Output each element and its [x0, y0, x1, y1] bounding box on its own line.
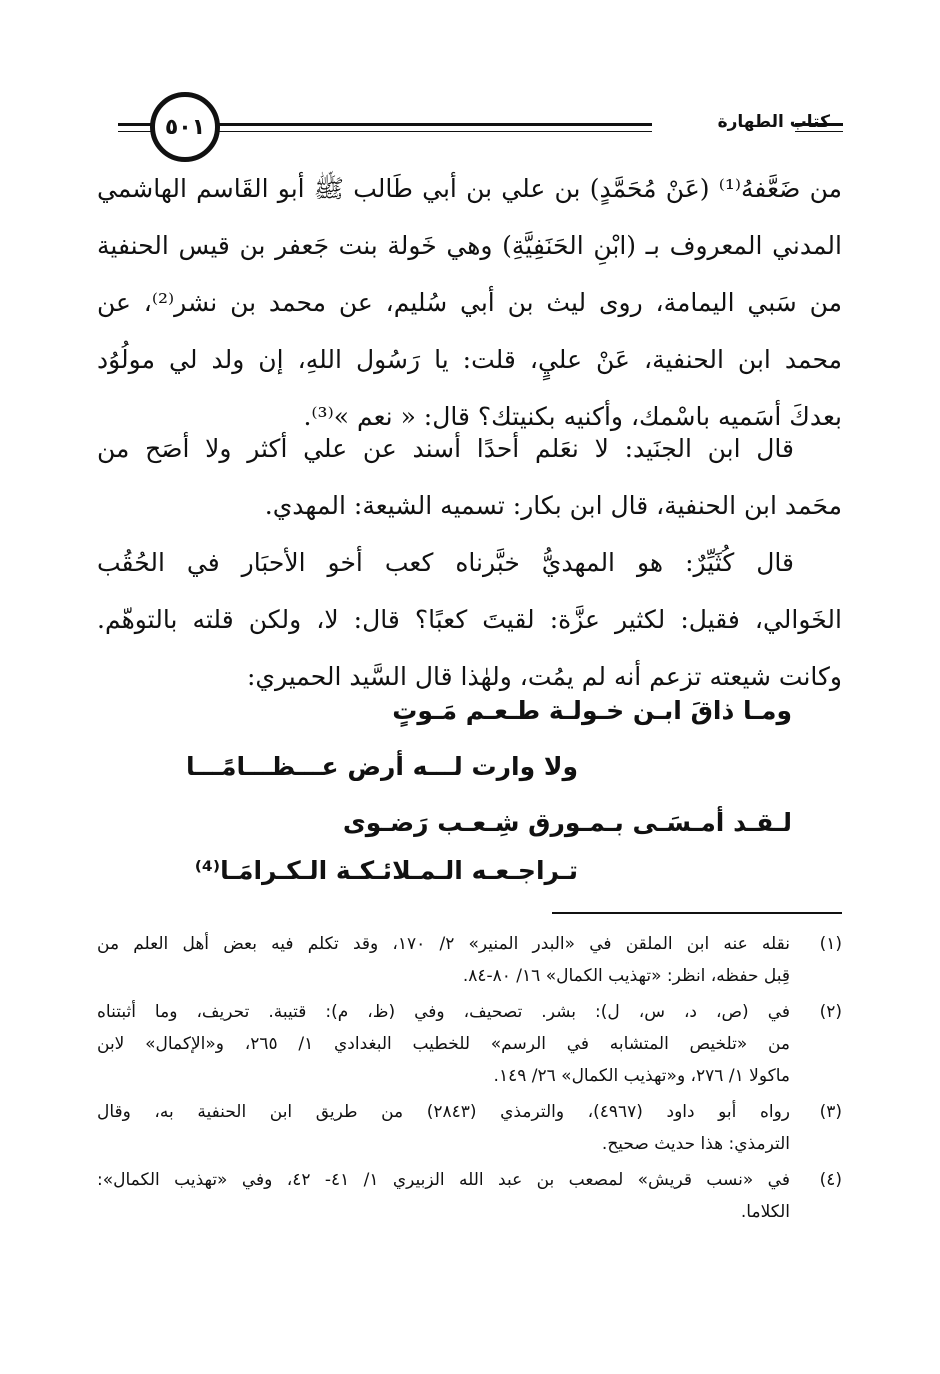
- footnote-1: [97, 928, 842, 992]
- paragraph-3-line-3: وكانت شيعته تزعم أنه لم يمُت، ولهٰذا قال السَّيد الحميري:: [246, 662, 842, 691]
- footnote-line: الترمذي: هذا حديث صحيح.: [601, 1134, 790, 1154]
- paragraph-3: [97, 534, 842, 705]
- poem-verse-1: ومـا ذاقَ ابـن خـولـة طـعـم مَـوتٍ: [392, 696, 792, 725]
- paragraph-1-line-2: المدني المعروف بـ (ابْنِ الحَنَفِيَّةِ) وهي خَولة بنت جَعفر بن قيس الحنفية: [97, 231, 842, 260]
- running-title: كتاب الطهارة: [717, 112, 830, 132]
- paragraph-1-line-3: من سَبي اليمامة، روى ليث بن أبي سُليم، عن محمد بن نشر⁽²⁾، عن: [97, 288, 842, 317]
- poem-verse-3: لـقـد أمـسَـى بـمـورق شِـعـب رَضـوى: [342, 808, 792, 837]
- footnote-line: رواه أبو داود (٤٩٦٧)، والترمذي (٢٨٤٣) من طريق ابن الحنفية به، وقال: [97, 1102, 790, 1122]
- footnote-line: الكلاما.: [740, 1202, 790, 1222]
- paragraph-2-line-2: محَمد ابن الحنفية، قال ابن بكار: تسميه الشيعة: المهدي.: [264, 491, 842, 520]
- paragraph-1-line-1: من ضَعَّفهُ⁽¹⁾ (عَنْ مُحَمَّدٍ) بن علي بن أبي طَالب ﷺ أبو القَاسم الهاشمي: [97, 174, 842, 203]
- paragraph-3-line-2: الخَوالي، فقيل: لكثير عزَّة: لقيتَ كعبًا؟ قال: لا، ولكن قلته بالتوهّم.: [97, 605, 842, 634]
- footnote-line: في (ص، د، س، ل): بشر. تصحيف، وفي (ظ، م): قتيبة. تحريف، وما أثبتناه: [97, 1002, 790, 1022]
- footnote-marker: (٣): [819, 1102, 842, 1122]
- footnote-marker: (٤): [819, 1170, 842, 1190]
- header-rule-right-bottom: [212, 131, 652, 132]
- page-number: ٥٠١: [164, 114, 206, 140]
- page-header: [0, 0, 940, 170]
- paragraph-2: [97, 420, 842, 534]
- footnote-separator: [552, 912, 842, 914]
- footnote-line: نقله عنه ابن الملقن في «البدر المنير» ٢/ ١٧٠، وقد تكلم فيه بعض أهل العلم من: [97, 934, 791, 954]
- paragraph-1-line-5: بعدكَ أسَميه باسْمك، وأكنيه بكنيتك؟ قال: « نعم »⁽³⁾.: [303, 402, 842, 431]
- footnote-4: [97, 1164, 842, 1228]
- footnote-2: [97, 996, 842, 1092]
- footnote-line: قِبل حفظه، انظر: «تهذيب الكمال» ١٦/ ٨٠-٨٤.: [462, 966, 790, 986]
- footnotes: [97, 928, 842, 1232]
- footnote-3: [97, 1096, 842, 1160]
- page-number-badge: [150, 92, 220, 162]
- paragraph-3-line-1: قال كُثَيِّرٌ: هو المهديُّ خبَّرناه كعب أخو الأحبَار في الحُقُب: [97, 548, 794, 577]
- footnote-marker: (٢): [819, 1002, 842, 1022]
- footnote-line: من «تلخيص المتشابه في الرسم» للخطيب البغدادي ١/ ٢٦٥، و«الإكمال» لابن: [97, 1034, 791, 1054]
- header-rule-right-top: [212, 123, 652, 126]
- paragraph-1-line-4: محمد ابن الحنفية، عَنْ عليٍ، قلت: يا رَسُول اللهِ، إن ولد لي مولُوُد: [97, 345, 842, 374]
- poem-verse-4: تـراجـعـه الـمـلائـكـة الـكـرامَـا⁽⁴⁾: [194, 856, 578, 885]
- poem-verse-2: ولا وارت لـــه أرض عـــظـــامًـــا: [186, 752, 578, 781]
- footnote-line: في «نسب قريش» لمصعب بن عبد الله الزبيري ١/ ٤١- ٤٢، وفي «تهذيب الكمال»:: [97, 1170, 790, 1190]
- footnote-marker: (١): [819, 934, 842, 954]
- footnote-line: ماكولا ١/ ٢٧٦، و«تهذيب الكمال» ٢٦/ ١٤٩.: [493, 1066, 790, 1086]
- paragraph-1: [97, 160, 842, 445]
- paragraph-2-line-1: قال ابن الجنَيد: لا نعَلم أحدًا أسند عن علي أكثر ولا أصَح من: [97, 434, 794, 463]
